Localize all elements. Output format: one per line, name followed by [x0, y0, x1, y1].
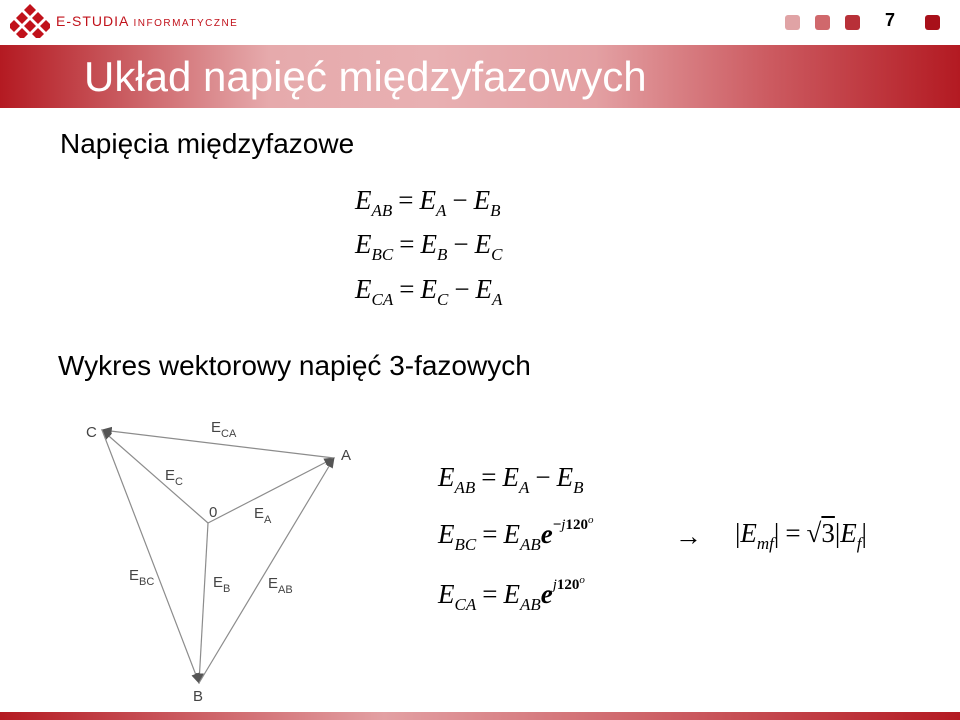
vector-ebc: [102, 430, 199, 683]
nav-square-1[interactable]: [785, 15, 800, 30]
ec-label: $E_C$: [165, 467, 183, 488]
logo-text: [56, 13, 238, 29]
section1-heading: Napięcia międzyfazowe: [60, 128, 355, 159]
nav-square-3[interactable]: [845, 15, 860, 30]
equation-ab: $E_{AB} = E_A - E_B$: [355, 185, 501, 220]
logo-sub: INFORMATYCZNE: [133, 18, 239, 29]
origin-label: 0: [209, 504, 218, 521]
logo-icon: [10, 4, 50, 38]
equation-ebc-exp: $E_{BC} = E_{AB}e^{-j120^o}$: [438, 514, 594, 554]
nav-square-2[interactable]: [815, 15, 830, 30]
arrow: →: [675, 521, 702, 551]
vector-ec: [102, 430, 208, 523]
page-title: Układ napięć międzyfazowych: [84, 53, 647, 100]
nav-square-4[interactable]: [925, 15, 940, 30]
eb-label: $E_B$: [213, 574, 231, 595]
ebc-label: $E_{BC}$: [129, 567, 155, 588]
eca-label: $E_{CA}$: [211, 419, 237, 440]
vector-eab: [199, 458, 334, 683]
equation-eca-exp: $E_{CA} = E_{AB}e^{j120^o}$: [438, 574, 585, 614]
vertex-b-label: B: [193, 688, 204, 705]
vertex-a-label: A: [341, 447, 352, 464]
logo: [10, 4, 238, 38]
eab-label: $E_{AB}$: [268, 575, 293, 596]
equation-bc: $E_{BC} = E_B - E_C$: [355, 229, 503, 264]
page-number: 7: [885, 10, 896, 30]
section2-heading: Wykres wektorowy napięć 3-fazowych: [58, 350, 531, 381]
equation-ca: $E_{CA} = E_C - E_A$: [355, 274, 503, 309]
vector-eb: [199, 523, 208, 683]
equation-eab-2: $E_{AB} = E_A - E_B$: [438, 462, 584, 497]
vector-diagram: [80, 415, 460, 715]
bottom-bar: [0, 712, 960, 720]
vertex-c-label: C: [86, 424, 97, 441]
ea-label: $E_A$: [254, 505, 272, 526]
logo-brand: E-STUDIA: [56, 13, 129, 29]
equation-result: $|E_{mf}| = √3|E_f|$: [735, 518, 867, 553]
